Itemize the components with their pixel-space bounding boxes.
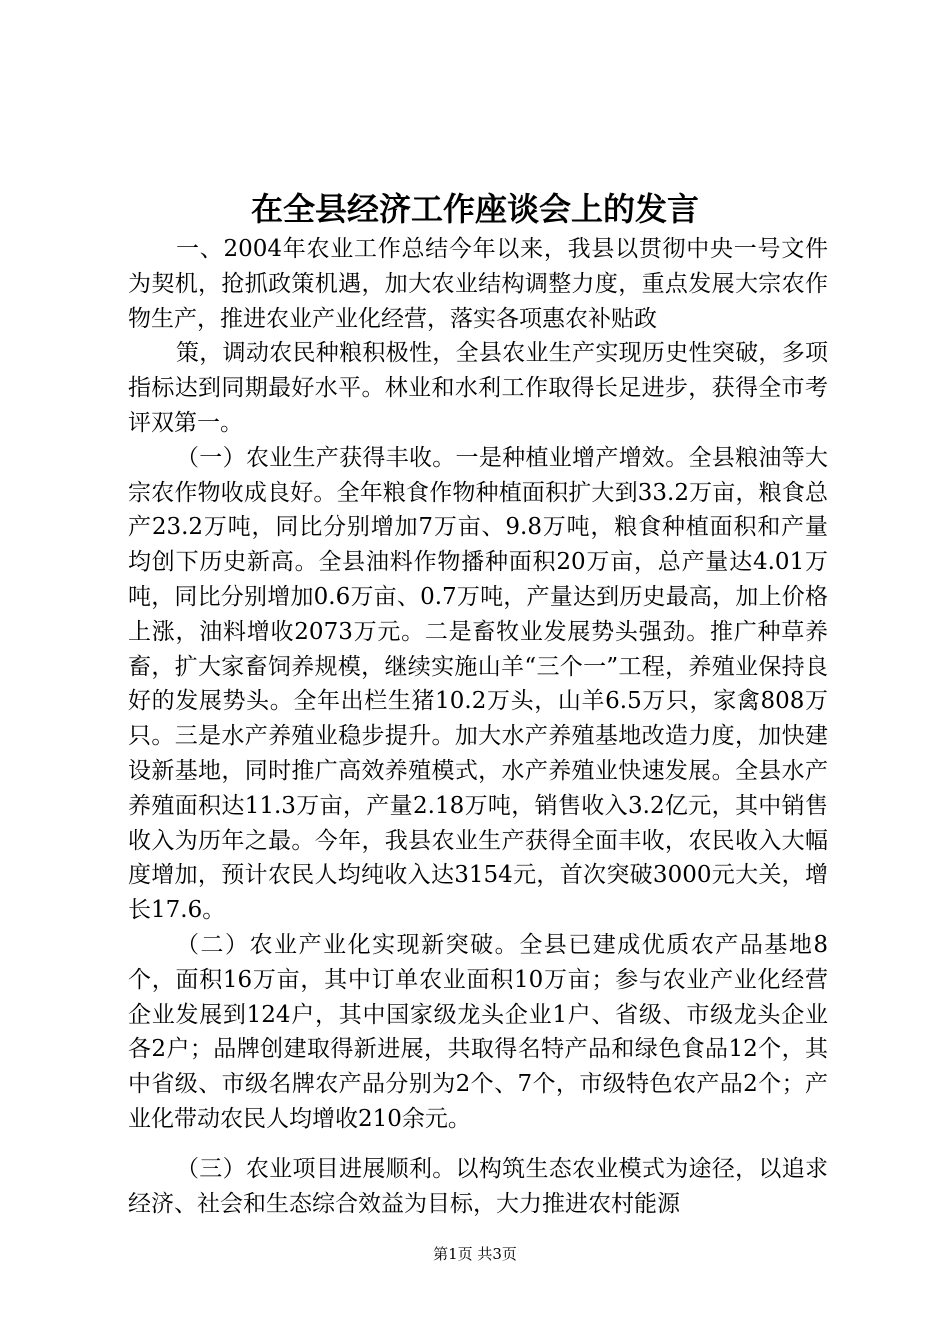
paragraph-section-2: （二）农业产业化实现新突破。全县已建成优质农产品基地8个，面积16万亩，其中订单农业面积10万亩；参与农业产业化经营企业发展到124户，其中国家级龙头企业1户、省级、市级龙头企业各2户；品牌创建取得新进展，共取得名特产品和绿色食品12个，其中省级、市级名牌农产品分别为2个、7个，市级特色农产品2个；产业化带动农民人均增收210余元。	[128, 931, 828, 1132]
paragraph-section-1: （一）农业生产获得丰收。一是种植业增产增效。全县粮油等大宗农作物收成良好。全年粮食作物种植面积扩大到33.2万亩，粮食总产23.2万吨，同比分别增加7万亩、9.8万吨，粮食种植面积和产量均创下历史新高。全县油料作物播种面积20万亩，总产量达4.01万吨，同比分别增加0.6万亩、0.7万吨，产量达到历史最高，加上价格上涨，油料增收2073万元。二是畜牧业发展势头强劲。推广种草养畜，扩大家畜饲养规模，继续实施山羊“三个一”工程，养殖业保持良好的发展势头。全年出栏生猪10.2万头，山羊6.5万只，家禽808万只。三是水产养殖业稳步提升。加大水产养殖基地改造力度，加快建设新基地，同时推广高效养殖模式，水产养殖业快速发展。全县水产养殖面积达11.3万亩，产量2.18万吨，销售收入3.2亿元，其中销售收入为历年之最。今年，我县农业生产获得全面丰收，农民收入大幅度增加，预计农民人均纯收入达3154元，首次突破3000元大关，增长17.6。	[128, 444, 828, 924]
paragraph-intro: 一、2004年农业工作总结今年以来，我县以贯彻中央一号文件为契机，抢抓政策机遇，加大农业结构调整力度，重点发展大宗农作物生产，推进农业产业化经营，落实各项惠农补贴政	[128, 236, 828, 332]
page-number-footer: 第1页 共3页	[433, 1245, 517, 1263]
document-title: 在全县经济工作座谈会上的发言	[250, 190, 699, 228]
paragraph-intro-continued: 策，调动农民种粮积极性，全县农业生产实现历史性突破，多项指标达到同期最好水平。林业和水利工作取得长足进步，获得全市考评双第一。	[128, 340, 828, 436]
paragraph-section-3: （三）农业项目进展顺利。以构筑生态农业模式为途径，以追求经济、社会和生态综合效益为目标，大力推进农村能源	[128, 1155, 828, 1217]
document-body	[128, 232, 828, 1221]
